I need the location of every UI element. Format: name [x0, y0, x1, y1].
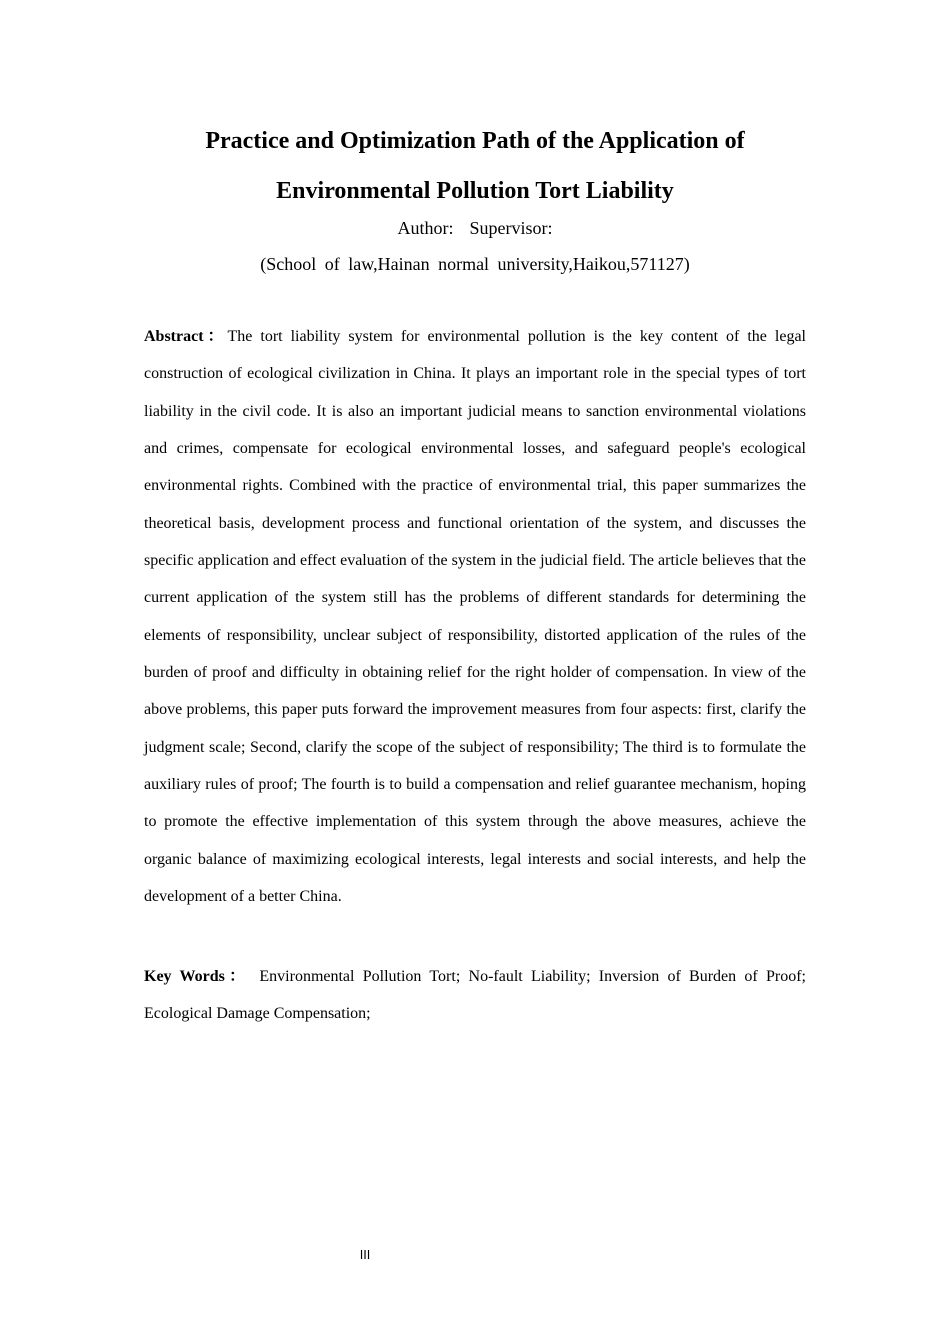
- paper-title: [144, 116, 806, 216]
- abstract-text: The tort liability system for environmental pollution is the key content of the legal construction of ecological civilization in China. It plays an important role in the special types of tort liability in the civil code. It is also an important judicial means to sanction environmental violations and crimes, compensate for ecological environmental losses, and safeguard people's ecological environmental rights. Combined with the practice of environmental trial, this paper summarizes the theoretical basis, development process and functional orientation of the system, and discusses the specific application and effect evaluation of the system in the judicial field. The article believes that the current application of the system still has the problems of different standards for determining the elements of responsibility, unclear subject of responsibility, distorted application of the rules of the burden of proof and difficulty in obtaining relief for the right holder of compensation. In view of the above problems, this paper puts forward the improvement measures from four aspects: first, clarify the judgment scale; Second, clarify the scope of the subject of responsibility; The third is to formulate the auxiliary rules of proof; The fourth is to build a compensation and relief guarantee mechanism, hoping to promote the effective implementation of this system through the above measures, achieve the organic balance of maximizing ecological interests, legal interests and social interests, and help the development of a better China.: [144, 328, 806, 906]
- keywords-paragraph: [144, 958, 806, 1033]
- abstract-label: Abstract：: [144, 328, 228, 345]
- title-line-2: Environmental Pollution Tort Liability: [276, 178, 674, 204]
- page-number: III: [359, 1248, 371, 1262]
- keywords-label: Key Words：: [144, 968, 250, 985]
- affiliation: (School of law,Hainan normal university,Haikou,571127): [260, 254, 690, 274]
- title-line-1: Practice and Optimization Path of the Application of: [205, 128, 745, 154]
- abstract-paragraph: [144, 318, 806, 916]
- author-line: [144, 216, 806, 240]
- keywords-text: Environmental Pollution Tort; No-fault Liability; Inversion of Burden of Proof; Ecological Damage Compensation;: [144, 968, 806, 1023]
- author-label: Author:: [397, 218, 454, 238]
- supervisor-label: Supervisor:: [469, 218, 553, 238]
